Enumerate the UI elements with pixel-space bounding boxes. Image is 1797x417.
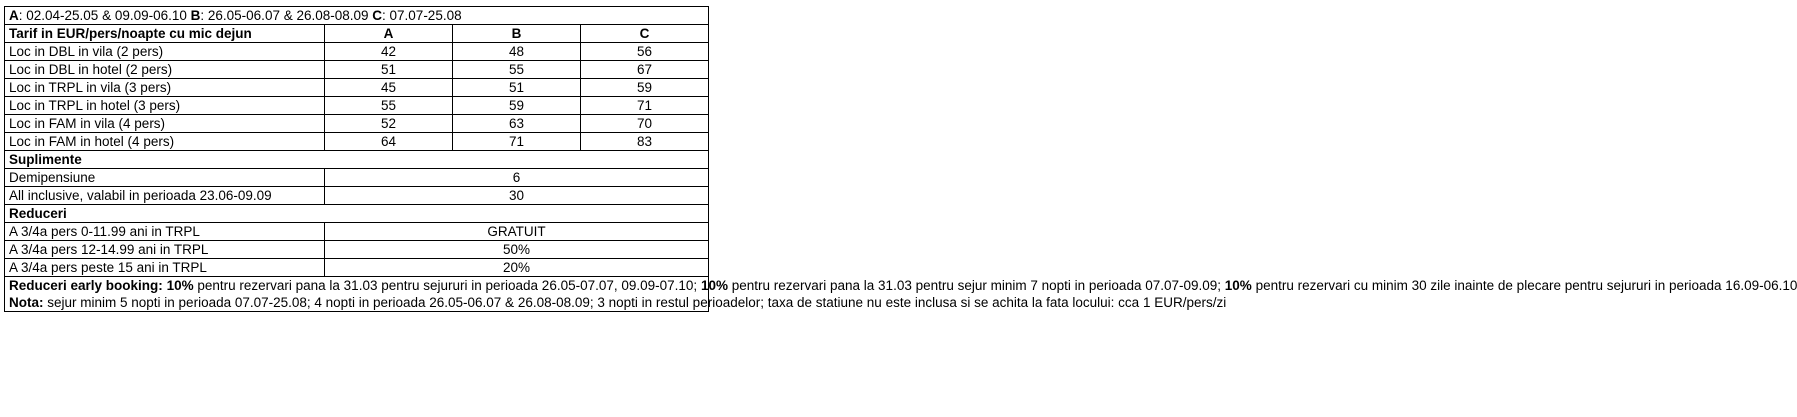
early-booking-pct: 10% [700, 278, 728, 293]
period-c-label: C [372, 8, 383, 23]
discount-row [5, 223, 709, 241]
rate-b: 48 [453, 43, 581, 61]
rate-label: Loc in TRPL in vila (3 pers) [5, 79, 325, 97]
rate-row [5, 61, 709, 79]
early-booking-text: pentru rezervari pana la 31.03 pentru sejururi in perioada 26.05-07.07, 09.09-07.10; [193, 278, 701, 293]
tariff-table [4, 6, 1797, 312]
early-booking-text: pentru rezervari cu minim 30 zile inainte de plecare pentru sejururi in perioada 16.09-06.10 [1251, 278, 1797, 293]
supplement-value: 6 [325, 169, 709, 187]
discount-value: 20% [325, 259, 709, 277]
note-paragraph [9, 294, 1227, 311]
rate-c: 71 [581, 97, 709, 115]
note-text: sejur minim 5 nopti in perioada 07.07-25.08; 4 nopti in perioada 26.05-06.07 & 26.08-08.09; 3 nopti in restul perioadelor; taxa de statiune nu este inclusa si se achita la fata locului: cca 1 EUR/pers/zi [43, 295, 1227, 310]
rate-b: 71 [453, 133, 581, 151]
notes-row [5, 277, 709, 312]
rate-row [5, 115, 709, 133]
rate-b: 55 [453, 61, 581, 79]
discount-label: A 3/4a pers 12-14.99 ani in TRPL [5, 241, 325, 259]
rate-c: 56 [581, 43, 709, 61]
early-booking-paragraph [9, 277, 1797, 294]
supplement-label: Demipensiune [5, 169, 325, 187]
period-a-dates: : 02.04-25.05 & 09.09-06.10 [18, 8, 191, 23]
rate-label: Loc in DBL in hotel (2 pers) [5, 61, 325, 79]
rate-row [5, 79, 709, 97]
supplements-heading-row [5, 151, 709, 169]
rate-c: 67 [581, 61, 709, 79]
rate-a: 42 [325, 43, 453, 61]
rate-row [5, 133, 709, 151]
rate-label: Loc in FAM in hotel (4 pers) [5, 133, 325, 151]
rate-b: 59 [453, 97, 581, 115]
discount-row [5, 241, 709, 259]
rate-c: 70 [581, 115, 709, 133]
early-booking-pct: 10% [1224, 278, 1252, 293]
discount-value: GRATUIT [325, 223, 709, 241]
discounts-heading-row [5, 205, 709, 223]
supplement-row [5, 169, 709, 187]
header-col-c: C [581, 25, 709, 43]
rate-b: 51 [453, 79, 581, 97]
supplements-heading: Suplimente [5, 151, 709, 169]
discount-row [5, 259, 709, 277]
period-b-label: B [190, 8, 201, 23]
supplement-label: All inclusive, valabil in perioada 23.06-09.09 [5, 187, 325, 205]
header-col-a: A [325, 25, 453, 43]
rate-a: 45 [325, 79, 453, 97]
period-a-label: A [9, 8, 19, 23]
supplement-row [5, 187, 709, 205]
supplement-value: 30 [325, 187, 709, 205]
early-booking-pct: 10% [166, 278, 194, 293]
rate-b: 63 [453, 115, 581, 133]
rate-a: 64 [325, 133, 453, 151]
rate-c: 59 [581, 79, 709, 97]
rate-row [5, 97, 709, 115]
rate-label: Loc in TRPL in hotel (3 pers) [5, 97, 325, 115]
period-b-dates: : 26.05-06.07 & 26.08-08.09 [200, 8, 373, 23]
discount-value: 50% [325, 241, 709, 259]
early-booking-title: Reduceri early booking: [9, 278, 163, 293]
rate-row [5, 43, 709, 61]
discount-label: A 3/4a pers 0-11.99 ani in TRPL [5, 223, 325, 241]
header-title: Tarif in EUR/pers/noapte cu mic dejun [5, 25, 325, 43]
rate-a: 52 [325, 115, 453, 133]
rate-a: 51 [325, 61, 453, 79]
discounts-heading: Reduceri [5, 205, 709, 223]
periods-cell [5, 7, 709, 25]
header-row [5, 25, 709, 43]
discount-label: A 3/4a pers peste 15 ani in TRPL [5, 259, 325, 277]
note-title: Nota: [9, 295, 44, 310]
notes-cell [5, 277, 1797, 312]
rate-label: Loc in FAM in vila (4 pers) [5, 115, 325, 133]
period-c-dates: : 07.07-25.08 [382, 8, 462, 23]
rate-label: Loc in DBL in vila (2 pers) [5, 43, 325, 61]
periods-row [5, 7, 709, 25]
header-col-b: B [453, 25, 581, 43]
rate-a: 55 [325, 97, 453, 115]
early-booking-text: pentru rezervari pana la 31.03 pentru sejur minim 7 nopti in perioada 07.07-09.09; [727, 278, 1225, 293]
rate-c: 83 [581, 133, 709, 151]
